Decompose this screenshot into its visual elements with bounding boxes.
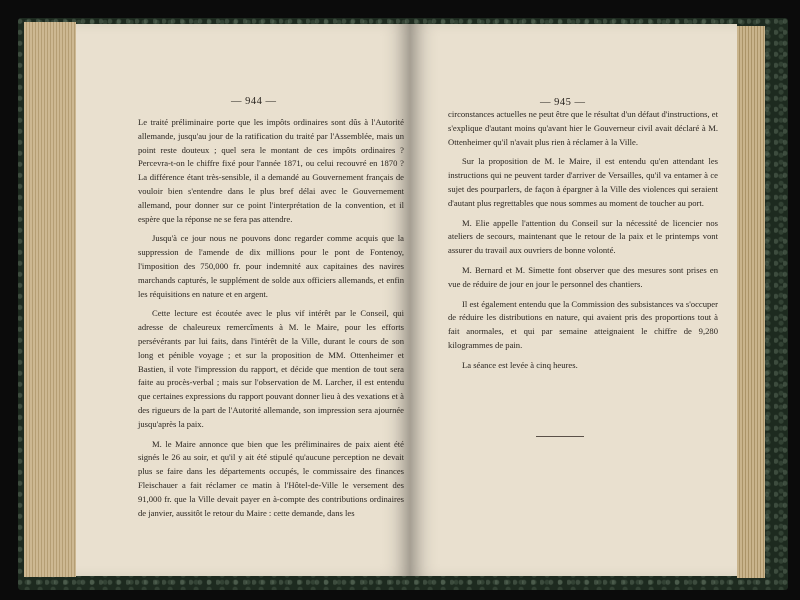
left-page — [76, 24, 410, 576]
paragraph: La séance est levée à cinq heures. — [462, 359, 578, 370]
page-edges-right — [737, 26, 765, 578]
paragraph: Sur la proposition de M. le Maire, il est entendu qu'en attendant les instructions qui ne peuvent tarder d'arriver de Versailles, qu'il va entamer à ce sujet des pourparlers, de façon à épargner à la Ville des violences qui seraient d'autant plus regrettables que nous sommes au moment de toucher au port. — [448, 156, 718, 208]
right-page — [410, 24, 737, 576]
paragraph: M. Elie appelle l'attention du Conseil sur la nécessité de licencier nos ateliers de secours, maintenant que le retour de la paix et le printemps vont assurer du travail aux ouvriers de bonne volonté. — [448, 217, 718, 256]
paragraph: Il est également entendu que la Commission des subsistances va s'occuper de réduire les distributions en nature, qui avaient pris des proportions tout à fait anormales, et qui par semaine atteignaient le chiffre de 9,280 kilogrammes de pain. — [448, 298, 718, 350]
paragraph: Cette lecture est écoutée avec le plus vif intérêt par le Conseil, qui adresse de chaleureux remercîments à M. le Maire, pour les efforts persévérants par lui faits, dans l'intérêt de la Ville, durant le cours de son long et pénible voyage ; et sur la proposition de MM. Ottenheimer et Bastien, il vote l'impression du rapport, et décide que mention de tout sera faite au procès-verbal ; mais sur l'observation de M. Larcher, il est entendu que certaines expressions du rapport pouvant donner lieu à des vexations et à des rigueurs de la part de l'Autorité allemande, son impression sera ajournée jusqu'après la paix. — [138, 308, 404, 429]
right-page-text — [448, 108, 718, 379]
paragraph: Jusqu'à ce jour nous ne pouvons donc regarder comme acquis que la suppression de l'amende de dix millions pour le pont de Fontenoy, l'imposition des 750,000 fr. pour indemnité aux capitaines des navires marchands capturés, le supplément de solde aux officiers allemands, et enfin les réquisitions en nature et en argent. — [138, 233, 404, 299]
section-end-rule — [536, 436, 584, 437]
page-number-right: — 945 — — [540, 97, 586, 108]
left-page-text — [138, 116, 404, 526]
page-edges-left — [24, 22, 76, 577]
page-number-left: — 944 — — [231, 96, 277, 107]
paragraph: M. Bernard et M. Simette font observer que des mesures sont prises en vue de réduire de jour en jour le personnel des chantiers. — [448, 264, 718, 289]
paragraph: M. le Maire annonce que bien que les préliminaires de paix aient été signés le 26 au soir, et qu'il y ait été stipulé qu'aucune perception ne devait plus se faire dans les départements occupés, le commissaire des finances Fleischauer a fait réclamer ce matin à l'Hôtel-de-Ville le versement des 91,000 fr. que la Ville devait payer en à-compte des contributions ordinaires de janvier, aussitôt le retour du Maire : cette demande, dans les — [138, 438, 404, 518]
paragraph: circonstances actuelles ne peut être que le résultat d'un défaut d'instructions, et s'explique d'autant moins qu'avant hier le Gouverneur civil avait déclaré à M. Ottenheimer qu'il n'avait plus rien à réclamer à la Ville. — [448, 109, 718, 147]
paragraph: Le traité préliminaire porte que les impôts ordinaires sont dûs à l'Autorité allemande, jusqu'au jour de la ratification du traité par l'Assemblée, mais un point reste douteux ; quel sera le montant de ces impôts ordinaires ? Percevra-t-on le chiffre fixé pour l'année 1871, ou celui recouvré en 1870 ? La différence étant très-sensible, il a demandé au Gouvernement français de vouloir bien s'entendre dans le plus bref délai avec le Gouvernement allemand, pour donner sur ce point l'interprétation de la convention, et il espère que la réponse ne se fera pas attendre. — [138, 117, 404, 224]
